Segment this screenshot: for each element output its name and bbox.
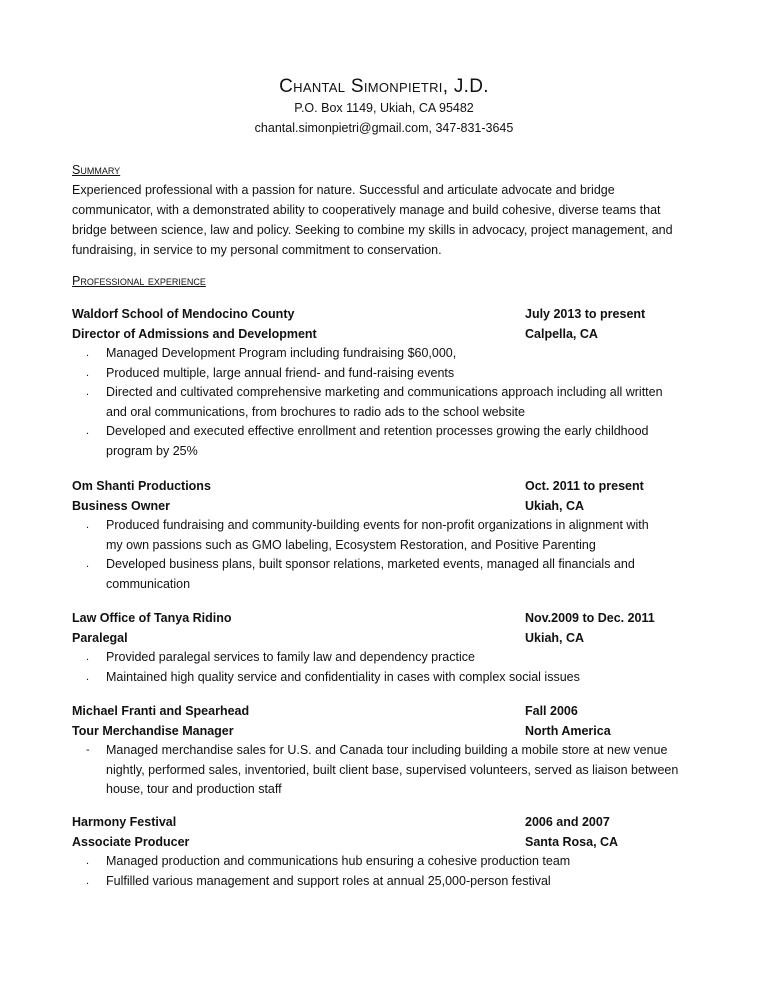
bullet-line: communication <box>106 576 191 591</box>
job-role: Tour Merchandise Manager <box>72 723 234 738</box>
bullet-marker: . <box>86 347 90 359</box>
bullet-item <box>72 516 700 555</box>
bullet-line: Provided paralegal services to family law and dependency practice <box>106 650 475 664</box>
bullet-item <box>72 344 700 364</box>
job-dates: July 2013 to present <box>525 307 646 321</box>
job-organization: Michael Franti and Spearhead <box>72 704 250 718</box>
bullet-item <box>72 555 700 594</box>
job-organization: Law Office of Tanya Ridino <box>72 611 232 625</box>
summary-line: fundraising, in service to my personal commitment to conservation. <box>72 243 442 257</box>
bullet-marker: . <box>86 670 90 683</box>
job-role: Business Owner <box>72 498 170 513</box>
summary-line: Experienced professional with a passion for nature. Successful and articulate advocate and bridge <box>72 183 615 197</box>
job-entry <box>72 813 700 891</box>
job-organization: Harmony Festival <box>72 815 177 829</box>
bullet-marker: . <box>86 366 90 379</box>
job-location: North America <box>525 723 611 738</box>
summary-text <box>72 180 700 260</box>
job-entry <box>72 477 700 594</box>
postal-address: P.O. Box 1149, Ukiah, CA 95482 <box>294 101 474 115</box>
bullet-marker: - <box>86 744 90 756</box>
candidate-name: Chantal Simonpietri, J.D. <box>279 76 489 97</box>
job-location: Ukiah, CA <box>525 630 585 645</box>
bullet-line: and oral communications, from brochures to radio ads to the school website <box>106 404 525 419</box>
job-organization: Om Shanti Productions <box>72 479 211 493</box>
bullet-marker: . <box>86 519 90 531</box>
bullet-line: Developed business plans, built sponsor relations, marketed events, managed all financials and <box>106 557 635 571</box>
bullet-marker: . <box>86 558 90 570</box>
job-bullets <box>72 648 700 687</box>
job-dates: Fall 2006 <box>525 704 578 718</box>
bullet-line: Fulfilled various management and support roles at annual 25,000-person festival <box>106 873 551 888</box>
bullet-line: program by 25% <box>106 443 198 458</box>
job-location: Ukiah, CA <box>525 498 585 513</box>
bullet-item <box>72 648 700 668</box>
bullet-item <box>72 852 700 872</box>
job-entry <box>72 609 700 687</box>
summary-heading: Summary <box>72 163 121 177</box>
bullet-line: Managed Development Program including fundraising $60,000, <box>106 346 457 360</box>
job-dates: Oct. 2011 to present <box>525 479 644 493</box>
job-role: Director of Admissions and Development <box>72 326 317 341</box>
job-dates: Nov.2009 to Dec. 2011 <box>525 611 655 625</box>
bullet-line: Produced fundraising and community-building events for non-profit organizations in alignment with <box>106 518 649 532</box>
bullet-line: house, tour and production staff <box>106 782 282 796</box>
bullet-item <box>72 741 700 800</box>
bullet-line: Directed and cultivated comprehensive marketing and communications approach including all written <box>106 385 663 399</box>
bullet-item <box>72 872 700 892</box>
job-location: Santa Rosa, CA <box>525 834 619 849</box>
job-role: Paralegal <box>72 630 128 645</box>
job-location: Calpella, CA <box>525 326 598 341</box>
job-bullets <box>72 344 700 461</box>
bullet-marker: . <box>86 386 90 398</box>
job-entry <box>72 305 700 461</box>
job-dates: 2006 and 2007 <box>525 815 610 829</box>
job-role: Associate Producer <box>72 834 190 849</box>
job-entry <box>72 702 700 800</box>
job-bullets <box>72 516 700 594</box>
bullet-item <box>72 668 700 688</box>
bullet-line: my own passions such as GMO labeling, Ecosystem Restoration, and Positive Parenting <box>106 537 596 552</box>
job-bullets <box>72 852 700 891</box>
bullet-item <box>72 383 700 422</box>
bullet-line: Maintained high quality service and confidentiality in cases with complex social issues <box>106 669 580 684</box>
job-bullets <box>72 741 700 800</box>
bullet-item <box>72 422 700 461</box>
bullet-line: Developed and executed effective enrollment and retention processes growing the early childhood <box>106 424 649 438</box>
bullet-marker: . <box>86 651 90 663</box>
job-organization: Waldorf School of Mendocino County <box>72 307 295 321</box>
bullet-marker: . <box>86 874 90 887</box>
experience-heading: Professional experience <box>72 274 206 288</box>
contact-info: chantal.simonpietri@gmail.com, 347-831-3645 <box>254 121 514 135</box>
bullet-line: Managed production and communications hub ensuring a cohesive production team <box>106 854 571 868</box>
summary-line: communicator, with a demonstrated ability to cooperatively manage and build cohesive, diverse teams that <box>72 203 661 217</box>
summary-line: bridge between science, law and policy. Seeking to combine my skills in advocacy, project management, and <box>72 223 673 237</box>
bullet-marker: . <box>86 855 90 867</box>
bullet-line: Managed merchandise sales for U.S. and Canada tour including building a mobile store at new venue <box>106 743 668 757</box>
bullet-line: nightly, performed sales, inventoried, built client base, supervised volunteers, served as liaison between <box>106 762 679 777</box>
bullet-line: Produced multiple, large annual friend- and fund-raising events <box>106 365 455 380</box>
bullet-item <box>72 364 700 384</box>
bullet-marker: . <box>86 425 90 437</box>
resume-header <box>0 76 768 138</box>
